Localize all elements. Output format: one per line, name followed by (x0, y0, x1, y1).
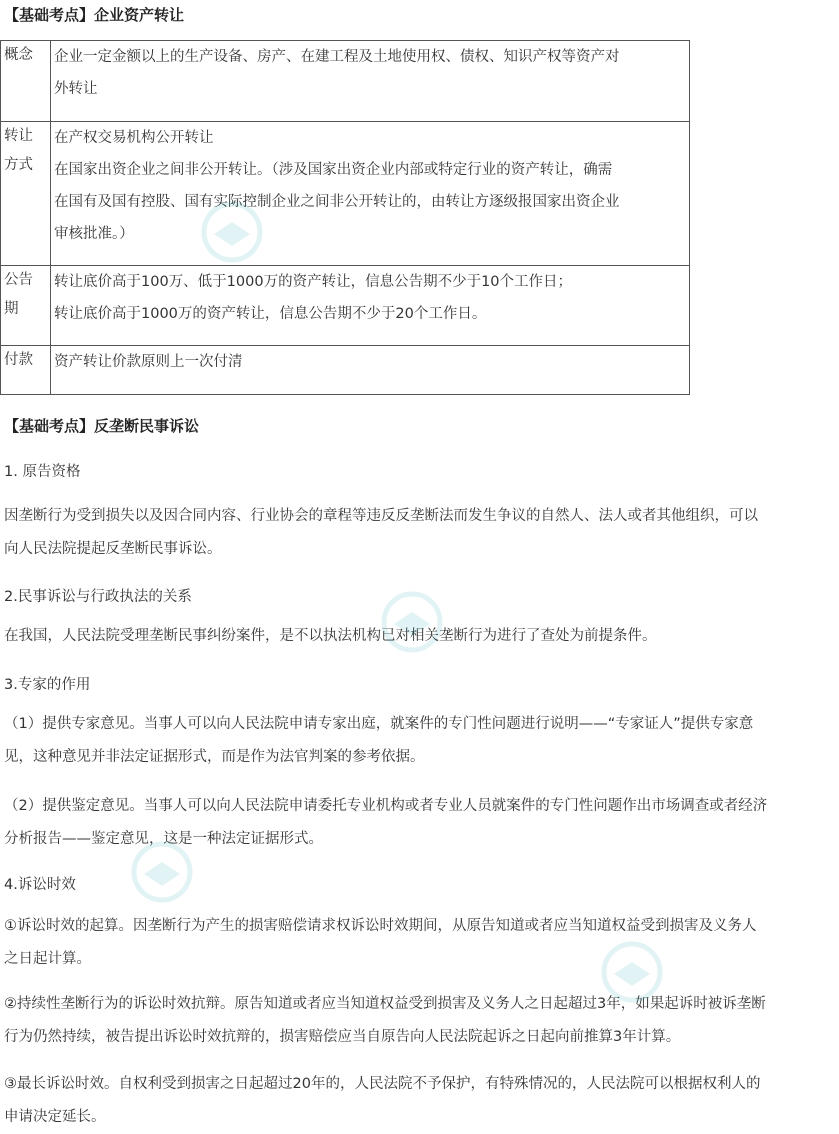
row-content (51, 346, 690, 395)
paragraph (4, 620, 839, 653)
table-row (1, 346, 690, 395)
paragraph-line: 见，这种意见并非法定证据形式，而是作为法官判案的参考依据。 (4, 749, 425, 765)
row-content (51, 122, 690, 266)
paragraph (4, 500, 839, 566)
paragraph (4, 708, 839, 774)
table-row (1, 41, 690, 122)
content-line: 转让底价高于100万、低于1000万的资产转让，信息公告期不少于10个工作日； (54, 274, 573, 290)
paragraph-line: ①诉讼时效的起算。因垄断行为产生的损害赔偿请求权诉讼时效期间，从原告知道或者应当知道权益受到损害及义务人 (4, 918, 757, 934)
content-line: 在国家出资企业之间非公开转让。（涉及国家出资企业内部或特定行业的资产转让，确需 (54, 162, 613, 178)
row-label (1, 266, 51, 346)
content-line: 在国有及国有控股、国有实际控制企业之间非公开转让的，由转让方逐级报国家出资企业 (54, 194, 620, 210)
subsection-title: 2.民事诉讼与行政执法的关系 (4, 589, 192, 605)
content-line: 审核批准。） (54, 226, 134, 242)
paragraph-line: 行为仍然持续，被告提出诉讼时效抗辩的，损害赔偿应当自原告向人民法院起诉之日起向前推算3年计算。 (4, 1029, 681, 1045)
paragraph (4, 988, 839, 1054)
row-content (51, 266, 690, 346)
paragraph-line: ③最长诉讼时效。自权利受到损害之日起超过20年的，人民法院不予保护，有特殊情况的，人民法院可以根据权利人的 (4, 1076, 761, 1092)
table-row (1, 266, 690, 346)
label-line: 期 (4, 301, 19, 317)
content-line: 转让底价高于1000万的资产转让，信息公告期不少于20个工作日。 (54, 306, 487, 322)
label-line: 方式 (4, 157, 33, 173)
subsection-title: 4.诉讼时效 (4, 877, 76, 893)
paragraph-line: （2）提供鉴定意见。当事人可以向人民法院申请委托专业机构或者专业人员就案件的专门性问题作出市场调查或者经济 (4, 798, 768, 814)
paragraph-line: 向人民法院提起反垄断民事诉讼。 (4, 541, 222, 557)
row-label (1, 122, 51, 266)
table-row (1, 122, 690, 266)
content-line: 外转让 (54, 81, 98, 97)
paragraph (4, 910, 839, 976)
content-line: 资产转让价款原则上一次付清 (54, 354, 243, 370)
section-heading-antitrust-litigation: 【基础考点】反垄断民事诉讼 (4, 417, 200, 435)
subsection-title: 1. 原告资格 (4, 464, 81, 480)
paragraph-line: 申请决定延长。 (4, 1109, 106, 1125)
paragraph-line: 之日起计算。 (4, 951, 91, 967)
asset-transfer-table (0, 40, 690, 395)
row-label: 概念 (1, 41, 51, 122)
content-line: 在产权交易机构公开转让 (54, 130, 214, 146)
label-line: 转让 (4, 128, 33, 144)
paragraph-line: （1）提供专家意见。当事人可以向人民法院申请专家出庭，就案件的专门性问题进行说明——“专家证人”提供专家意 (4, 716, 754, 732)
content-line: 企业一定金额以上的生产设备、房产、在建工程及土地使用权、债权、知识产权等资产对 (54, 49, 620, 65)
row-content (51, 41, 690, 122)
paragraph-line: 分析报告——鉴定意见，这是一种法定证据形式。 (4, 831, 323, 847)
subsection-title: 3.专家的作用 (4, 677, 91, 693)
paragraph-line: 在我国，人民法院受理垄断民事纠纷案件，是不以执法机构已对相关垄断行为进行了查处为前提条件。 (4, 628, 657, 644)
label-line: 公告 (4, 272, 33, 288)
paragraph-line: 因垄断行为受到损失以及因合同内容、行业协会的章程等违反反垄断法而发生争议的自然人、法人或者其他组织，可以 (4, 508, 758, 524)
paragraph-line: ②持续性垄断行为的诉讼时效抗辩。原告知道或者应当知道权益受到损害及义务人之日起超过3年，如果起诉时被诉垄断 (4, 996, 766, 1012)
paragraph (4, 1068, 839, 1134)
section-heading-asset-transfer: 【基础考点】企业资产转让 (4, 6, 185, 24)
paragraph (4, 790, 839, 856)
row-label: 付款 (1, 346, 51, 395)
